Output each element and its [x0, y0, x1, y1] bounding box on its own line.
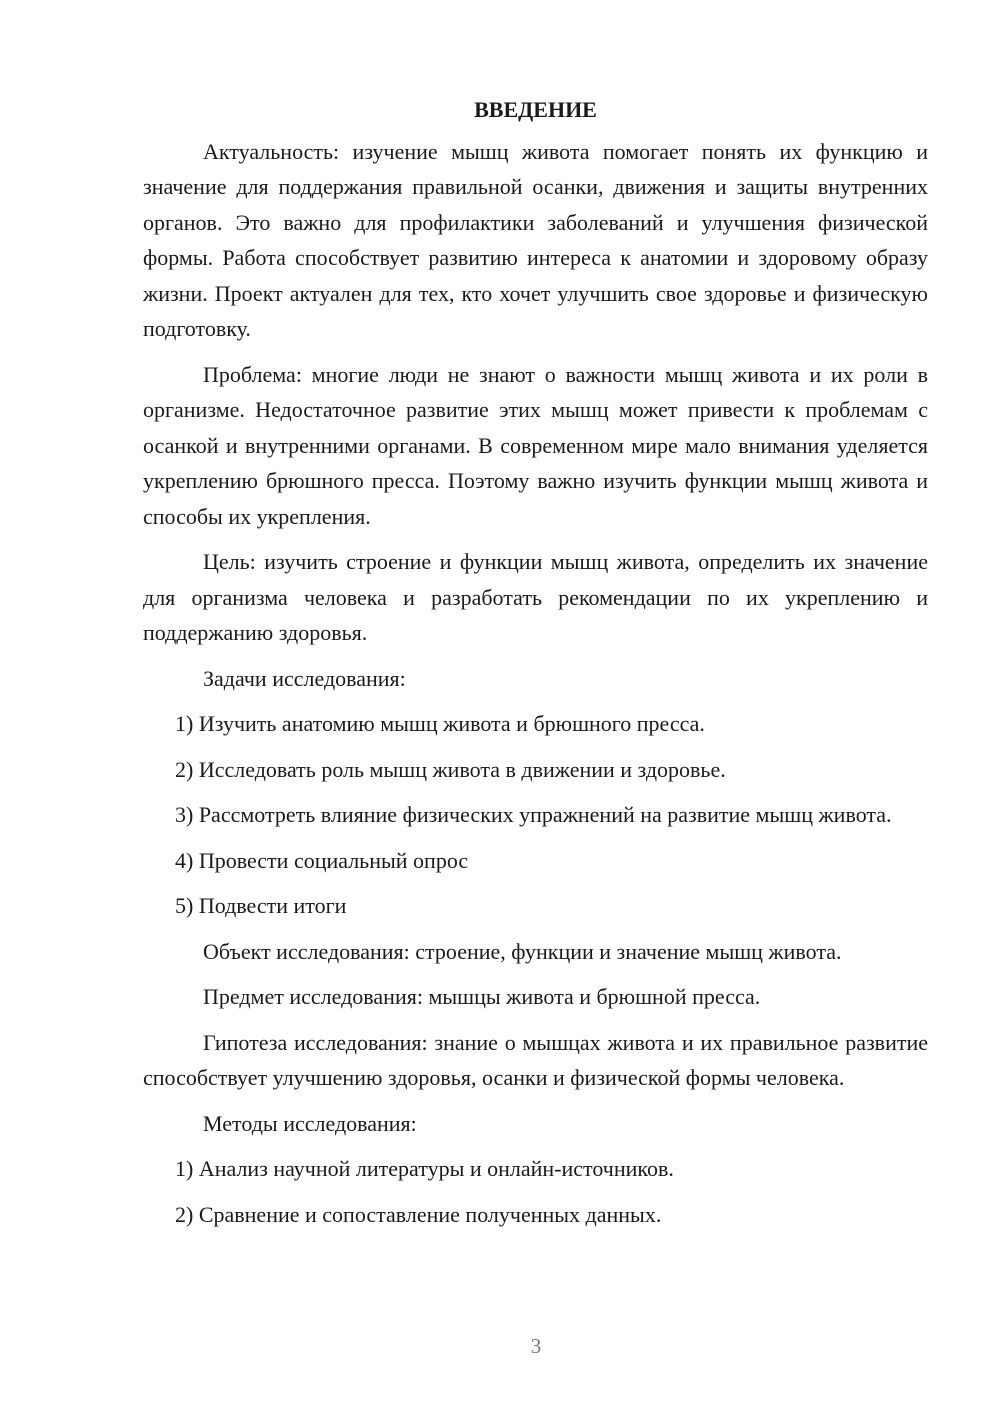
page-content	[143, 92, 928, 1242]
object-paragraph: Объект исследования: строение, функции и значение мышц живота.	[203, 938, 842, 964]
task-item: 1) Изучить анатомию мышц живота и брюшного пресса.	[175, 711, 705, 736]
method-item: 2) Сравнение и сопоставление полученных данных.	[175, 1201, 662, 1227]
task-item: 3) Рассмотреть влияние физических упражнений на развитие мышц живота.	[175, 802, 892, 827]
task-item: 5) Подвести итоги	[175, 893, 347, 918]
page-number: 3	[530, 1334, 542, 1358]
goal-paragraph: Цель: изучить строение и функции мышц живота, определить их значение для организма человека и разработать рекомендации по их укреплению и поддержанию здоровья.	[143, 549, 928, 645]
method-item: 1) Анализ научной литературы и онлайн-источников.	[175, 1156, 674, 1181]
task-item: 4) Провести социальный опрос	[175, 847, 469, 873]
problem-paragraph: Проблема: многие люди не знают о важности мышц живота и их роли в организме. Недостаточное развитие этих мышц может привести к проблемам с осанкой и внутренними органами. В современном мире мало внимания уделяется укреплению брюшного пресса. Поэтому важно изучить функции мышц живота и способы их укрепления.	[143, 361, 928, 529]
tasks-title: Задачи исследования:	[203, 665, 406, 691]
relevance-paragraph: Актуальность: изучение мышц живота помогает понять их функцию и значение для поддержания правильной осанки, движения и защиты внутренних органов. Это важно для профилактики заболеваний и улучшения физической формы. Работа способствует развитию интереса к анатомии и здоровому образу жизни. Проект актуален для тех, кто хочет улучшить свое здоровье и физическую подготовку.	[143, 138, 928, 341]
methods-title: Методы исследования:	[203, 1110, 417, 1136]
hypothesis-paragraph: Гипотеза исследования: знание о мышцах живота и их правильное развитие способствует улучшению здоровья, осанки и физической формы человека.	[143, 1029, 928, 1090]
section-heading: ВВЕДЕНИЕ	[474, 97, 597, 122]
task-item: 2) Исследовать роль мышц живота в движении и здоровье.	[175, 756, 726, 782]
subject-paragraph: Предмет исследования: мышцы живота и брюшной пресса.	[203, 984, 761, 1009]
